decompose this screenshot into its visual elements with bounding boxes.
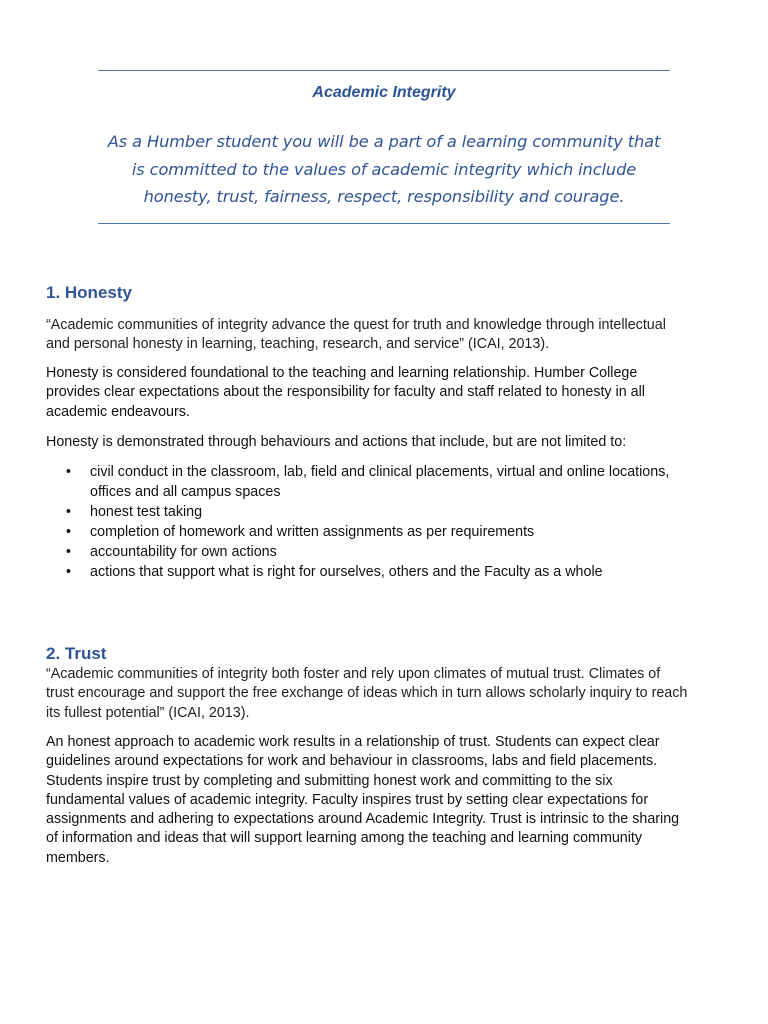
text-line: academic endeavours. (46, 403, 190, 420)
bullet-icon: • (66, 464, 72, 480)
top-divider (98, 70, 670, 71)
intro-quote-line: As a Humber student you will be a part of a learning community that (107, 132, 661, 151)
honesty-paragraph (46, 364, 726, 422)
text-line: completion of homework and written assignments as per requirements (90, 524, 535, 540)
bullet-icon: • (66, 544, 72, 560)
text-line: fundamental values of academic integrity. Faculty inspires trust by setting clear expectations for (46, 791, 649, 808)
text-line: civil conduct in the classroom, lab, field and clinical placements, virtual and online locations, (90, 464, 670, 480)
text-line: its fullest potential” (ICAI, 2013). (46, 704, 250, 721)
section-heading-honesty: 1. Honesty (46, 283, 132, 302)
text-line: and personal honesty in learning, teaching, research, and service” (ICAI, 2013). (46, 336, 550, 353)
trust-paragraph (46, 733, 726, 868)
intro-quote (90, 128, 678, 211)
bullet-icon: • (66, 564, 72, 580)
text-line: guidelines around expectations for work and behaviour in classrooms, labs and field placements. (46, 753, 658, 770)
text-line: “Academic communities of integrity advance the quest for truth and knowledge through intellectual (46, 317, 666, 333)
section-heading-trust: 2. Trust (46, 644, 107, 663)
honesty-quote (46, 316, 726, 355)
text-line: assignments and adhering to expectations around Academic Integrity. Trust is intrinsic to the sharing (46, 811, 680, 828)
intro-quote-line: is committed to the values of academic integrity which include (131, 159, 637, 179)
text-line: provides clear expectations about the responsibility for faculty and staff related to honesty in all (46, 384, 645, 401)
list-item (46, 462, 726, 502)
text-line: actions that support what is right for ourselves, others and the Faculty as a whole (90, 564, 603, 580)
bottom-divider (98, 223, 670, 224)
text-line: Honesty is considered foundational to the teaching and learning relationship. Humber College (46, 365, 638, 381)
list-item (46, 522, 726, 542)
bullet-icon: • (66, 524, 72, 540)
list-item (46, 562, 726, 582)
bullet-icon: • (66, 504, 72, 520)
text-line: members. (46, 849, 110, 866)
honesty-list-intro: Honesty is demonstrated through behaviours and actions that include, but are not limited to: (46, 434, 627, 450)
honesty-bullet-list (46, 462, 726, 582)
text-line: of information and ideas that will support learning among the teaching and learning community (46, 830, 643, 847)
text-line: trust encourage and support the free exchange of ideas which in turn allows scholarly inquiry to reach (46, 685, 688, 702)
intro-quote-line: honesty, trust, fairness, respect, responsibility and courage. (143, 187, 625, 206)
text-line: “Academic communities of integrity both foster and rely upon climates of mutual trust. Climates of (46, 666, 661, 682)
trust-quote (46, 665, 726, 723)
text-line: Students inspire trust by completing and submitting honest work and committing to the six (46, 772, 613, 789)
list-item (46, 542, 726, 562)
list-item (46, 502, 726, 522)
text-line: accountability for own actions (90, 544, 277, 560)
text-line: honest test taking (90, 504, 203, 520)
page-title: Academic Integrity (312, 84, 456, 101)
text-line: offices and all campus spaces (90, 484, 281, 500)
text-line: An honest approach to academic work results in a relationship of trust. Students can expect clear (46, 734, 660, 750)
